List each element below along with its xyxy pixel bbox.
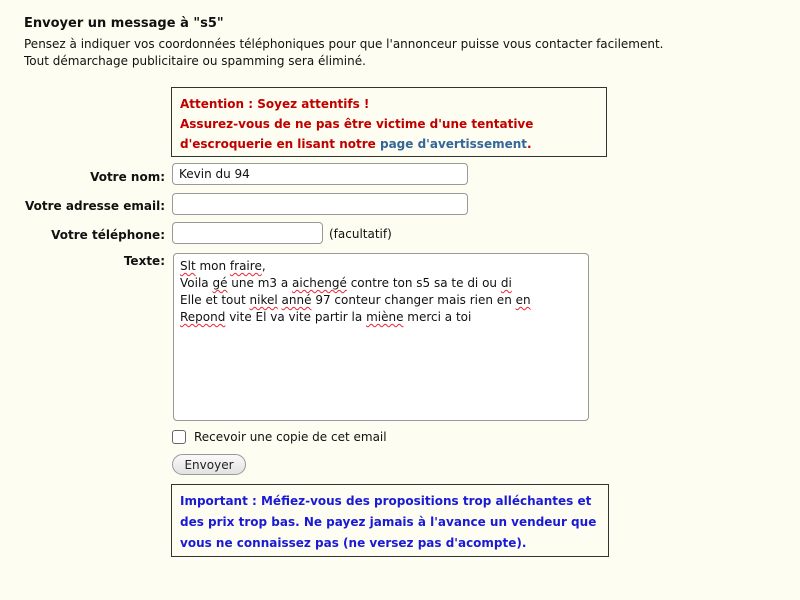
message-word: anné	[281, 293, 312, 307]
intro-line-1: Pensez à indiquer vos coordonnées téléphoniques pour que l'annonceur puisse vous contacter facilement.	[24, 37, 664, 51]
message-word: miène	[366, 310, 404, 324]
phone-label: Votre téléphone:	[51, 228, 165, 242]
message-textarea[interactable]	[173, 253, 589, 421]
phone-input[interactable]	[172, 222, 323, 244]
important-box	[171, 484, 609, 557]
message-word: gé	[212, 276, 228, 290]
copy-email-label: Recevoir une copie de cet email	[194, 430, 387, 444]
warning-line-3	[180, 134, 598, 154]
phone-optional-hint: (facultatif)	[329, 227, 392, 241]
warning-box	[171, 87, 607, 157]
message-line-2: Voila gé une m3 a aichengé contre ton s5 sa te di ou di	[180, 276, 512, 290]
name-input[interactable]	[172, 163, 468, 185]
intro-line-2: Tout démarchage publicitaire ou spamming sera éliminé.	[24, 54, 366, 68]
page-header	[24, 16, 664, 70]
message-line-1: Slt mon fraire,	[180, 259, 266, 273]
message-word: nikel	[249, 293, 278, 307]
message-word: fraire	[229, 259, 262, 273]
message-word: aichengé	[292, 276, 347, 290]
warning-line-2: Assurez-vous de ne pas être victime d'une tentative	[180, 117, 534, 131]
page-title: Envoyer un message à "s5"	[24, 16, 224, 31]
email-label: Votre adresse email:	[25, 199, 165, 213]
important-line-2: des prix trop bas. Ne payez jamais à l'avance un vendeur que	[180, 515, 597, 529]
message-line-3: Elle et tout nikel anné 97 conteur changer mais rien en en	[180, 293, 531, 307]
copy-email-option[interactable]	[172, 430, 387, 444]
message-word: di	[500, 276, 512, 290]
warning-page-link[interactable]: page d'avertissement	[379, 137, 528, 151]
name-label: Votre nom:	[90, 170, 165, 184]
message-line-4: Repond vite El va vite partir la miène merci a toi	[180, 310, 472, 324]
warning-line-3-prefix: d'escroquerie en lisant notre	[180, 137, 380, 151]
email-input[interactable]	[172, 193, 468, 215]
message-word: Slt	[180, 259, 196, 273]
important-line-3: vous ne connaissez pas (ne versez pas d'acompte).	[180, 536, 527, 550]
copy-email-checkbox[interactable]	[172, 430, 186, 444]
important-line-1: Important : Méfiez-vous des propositions trop alléchantes et	[180, 494, 592, 508]
send-button[interactable]: Envoyer	[172, 454, 246, 475]
message-word: Repond	[180, 310, 226, 324]
message-word: en	[515, 293, 531, 307]
warning-line-3-suffix: .	[527, 137, 532, 151]
text-label: Texte:	[123, 254, 165, 268]
warning-line-1: Attention : Soyez attentifs !	[180, 97, 370, 111]
